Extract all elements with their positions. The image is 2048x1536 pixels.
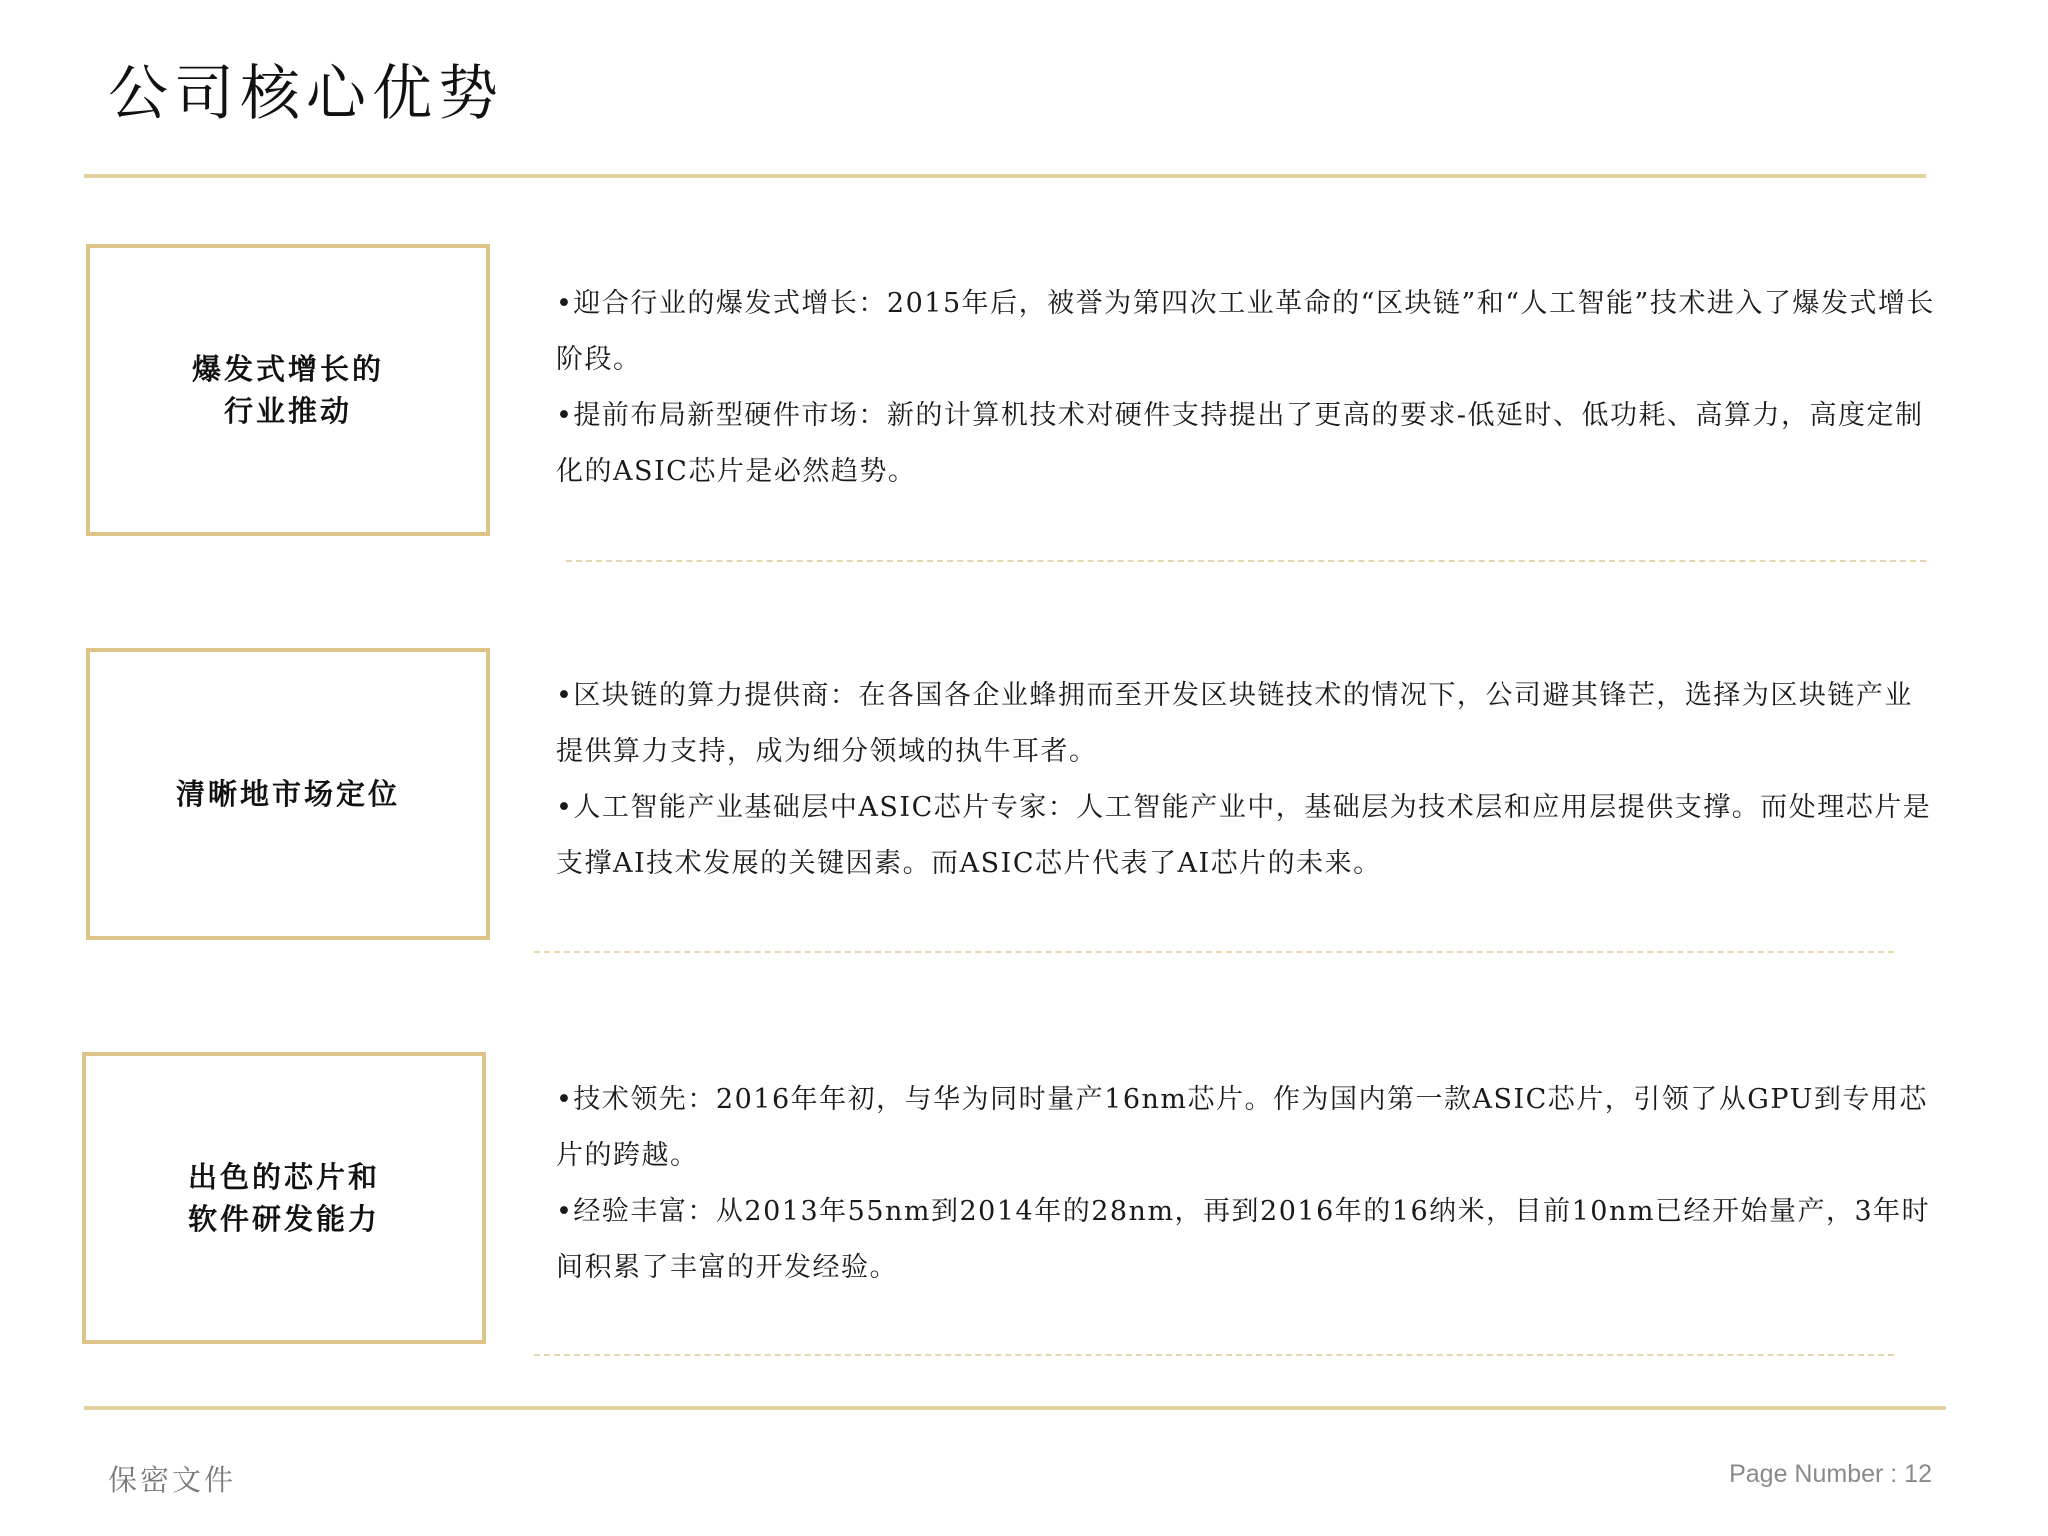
section-label-rd-capability: 出色的芯片和 软件研发能力 [187, 1160, 380, 1236]
section-divider [566, 560, 1926, 562]
bullet-list-industry-growth [556, 276, 1936, 500]
section-divider [534, 1354, 1894, 1356]
bullet-item: •经验丰富：从2013年55nm到2014年的28nm，再到2016年的16纳米，目前10nm已经开始量产，3年时间积累了丰富的开发经验。 [556, 1196, 1931, 1283]
bullet-list-market-position [556, 668, 1936, 892]
section-label-box-market-position [86, 648, 490, 940]
bullet-item: •提前布局新型硬件市场：新的计算机技术对硬件支持提出了更高的要求-低延时、低功耗、高算力，高度定制化的ASIC芯片是必然趋势。 [556, 400, 1924, 487]
bullet-item: •迎合行业的爆发式增长：2015年后，被誉为第四次工业革命的“区块链”和“人工智能”技术进入了爆发式增长阶段。 [556, 288, 1935, 375]
page-number: Page Number : 12 [1729, 1460, 1932, 1488]
confidential-label: 保密文件 [108, 1463, 237, 1497]
section-label-market-position: 清晰地市场定位 [175, 777, 400, 811]
page-title: 公司核心优势 [108, 59, 504, 129]
section-divider [534, 951, 1894, 953]
section-label-box-industry-growth [86, 244, 490, 536]
bullet-item: •区块链的算力提供商：在各国各企业蜂拥而至开发区块链技术的情况下，公司避其锋芒，选择为区块链产业提供算力支持，成为细分领域的执牛耳者。 [556, 680, 1913, 767]
section-label-industry-growth: 爆发式增长的 行业推动 [191, 352, 384, 428]
header-divider [84, 174, 1926, 178]
footer-divider [84, 1406, 1946, 1410]
bullet-item: •人工智能产业基础层中ASIC芯片专家：人工智能产业中，基础层为技术层和应用层提供支撑。而处理芯片是支撑AI技术发展的关键因素。而ASIC芯片代表了AI芯片的未来。 [556, 792, 1932, 879]
bullet-item: •技术领先：2016年年初，与华为同时量产16nm芯片。作为国内第一款ASIC芯片，引领了从GPU到专用芯片的跨越。 [556, 1084, 1928, 1171]
section-label-box-rd-capability [82, 1052, 486, 1344]
bullet-list-rd-capability [556, 1072, 1936, 1296]
